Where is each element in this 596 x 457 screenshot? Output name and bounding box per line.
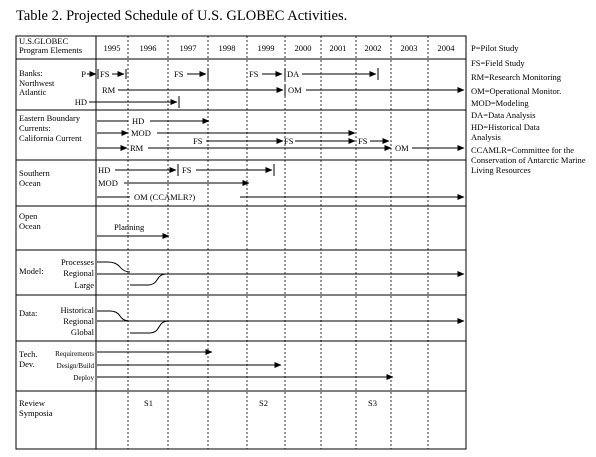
group-ebc-line-2: Currents: bbox=[19, 123, 51, 133]
review-s3-label: S3 bbox=[368, 398, 377, 408]
year-1997: 1997 bbox=[179, 43, 197, 53]
group-banks-line-1: Banks: bbox=[19, 68, 43, 78]
group-southern-line-1: Southern bbox=[19, 168, 50, 178]
row-label-tech-design: Design/Build bbox=[56, 362, 94, 370]
so-mod-label: MOD bbox=[98, 178, 118, 188]
group-ebc-line-3: California Current bbox=[19, 133, 82, 143]
so-hd-label: HD bbox=[98, 165, 111, 175]
tech-row-labels bbox=[55, 350, 94, 382]
row-label-model-large: Large bbox=[74, 280, 94, 290]
banks-fs2-label: FS bbox=[174, 69, 184, 79]
year-1998: 1998 bbox=[218, 43, 236, 53]
legend-modeling: MOD=Modeling bbox=[471, 98, 529, 108]
ebc-bars bbox=[97, 121, 464, 148]
row-label-model-processes: Processes bbox=[60, 257, 94, 267]
open-planning-label: Planning bbox=[114, 222, 145, 232]
group-data-line-1: Data: bbox=[19, 308, 38, 318]
group-review-line-1: Review bbox=[19, 398, 45, 408]
year-1996: 1996 bbox=[139, 43, 157, 53]
group-southern-line-2: Ocean bbox=[19, 178, 41, 188]
table-title: Table 2. Projected Schedule of U.S. GLOBEC Activities. bbox=[16, 8, 348, 24]
row-label-tech-requirements: Requirements bbox=[55, 350, 94, 358]
legend-historical-data: HD=Historical Data Analysis bbox=[471, 122, 540, 142]
header-label-2: Program Elements bbox=[19, 45, 83, 55]
banks-fs1-label: FS bbox=[100, 69, 110, 79]
legend-data-analysis: DA=Data Analysis bbox=[471, 110, 536, 120]
ebc-hd-label: HD bbox=[132, 116, 145, 126]
year-2002: 2002 bbox=[364, 43, 382, 53]
year-2004: 2004 bbox=[437, 43, 455, 53]
ebc-fs2-label: FS bbox=[284, 136, 294, 146]
review-labels bbox=[144, 398, 377, 408]
group-open-line-1: Open bbox=[19, 211, 38, 221]
legend-field-study: FS=Field Study bbox=[471, 58, 525, 68]
year-grid bbox=[128, 36, 428, 449]
header-label-1: U.S.GLOBEC bbox=[19, 36, 69, 46]
year-1995: 1995 bbox=[103, 43, 121, 53]
so-om-label: OM (CCAMLR?) bbox=[134, 192, 196, 202]
row-label-data-global: Global bbox=[70, 327, 94, 337]
group-banks-line-3: Atlantic bbox=[19, 87, 47, 97]
banks-labels bbox=[100, 69, 302, 95]
row-label-data-regional: Regional bbox=[63, 316, 94, 326]
tech-bars bbox=[97, 352, 393, 377]
group-tech-line-2: Dev. bbox=[19, 359, 35, 369]
year-2001: 2001 bbox=[329, 43, 347, 53]
group-banks-line-2: Northwest bbox=[19, 78, 55, 88]
legend-pilot-study: P=Pilot Study bbox=[471, 43, 519, 53]
review-s2-label: S2 bbox=[259, 398, 268, 408]
ebc-om-label: OM bbox=[395, 143, 409, 153]
group-model-line-1: Model: bbox=[19, 266, 44, 276]
legend-research-monitoring: RM=Research Monitoring bbox=[471, 72, 562, 82]
ebc-fs3-label: FS bbox=[358, 136, 368, 146]
ebc-rm-label: RM bbox=[130, 143, 144, 153]
row-label-model-regional: Regional bbox=[63, 268, 94, 278]
model-large-line bbox=[130, 274, 166, 285]
ebc-fs1-label: FS bbox=[193, 136, 203, 146]
banks-fs3-label: FS bbox=[249, 69, 259, 79]
row-labels bbox=[60, 69, 94, 337]
group-open-line-2: Ocean bbox=[19, 221, 41, 231]
data-global-line bbox=[130, 321, 168, 333]
year-headers bbox=[104, 43, 456, 53]
legend-operational-monitor: OM=Operational Monitor. bbox=[471, 86, 562, 96]
review-s1-label: S1 bbox=[144, 398, 153, 408]
banks-da-label: DA bbox=[287, 69, 300, 79]
group-tech-line-1: Tech. bbox=[19, 349, 38, 359]
ebc-labels bbox=[130, 116, 409, 153]
so-fs-label: FS bbox=[182, 165, 192, 175]
year-2000: 2000 bbox=[294, 43, 312, 53]
group-ebc-line-1: Eastern Boundary bbox=[19, 113, 81, 123]
data-historical-line bbox=[97, 311, 130, 321]
model-processes-line bbox=[97, 262, 130, 272]
row-label-banks-p: P bbox=[81, 69, 86, 79]
banks-rm-label: RM bbox=[102, 85, 116, 95]
year-2003: 2003 bbox=[400, 43, 418, 53]
row-label-data-historical: Historical bbox=[60, 305, 94, 315]
banks-bars bbox=[87, 68, 464, 108]
year-1999: 1999 bbox=[257, 43, 275, 53]
banks-om-label: OM bbox=[288, 85, 302, 95]
ebc-mod-label: MOD bbox=[131, 128, 151, 138]
data-bars bbox=[97, 311, 464, 333]
group-review-line-2: Symposia bbox=[19, 408, 53, 418]
row-label-tech-deploy: Deploy bbox=[73, 374, 94, 382]
legend-ccamlr: CCAMLR=Committee for the Conservation of Antarctic Marine Living Resources bbox=[471, 145, 586, 175]
row-label-banks-hd: HD bbox=[74, 97, 87, 107]
model-bars bbox=[97, 262, 464, 285]
